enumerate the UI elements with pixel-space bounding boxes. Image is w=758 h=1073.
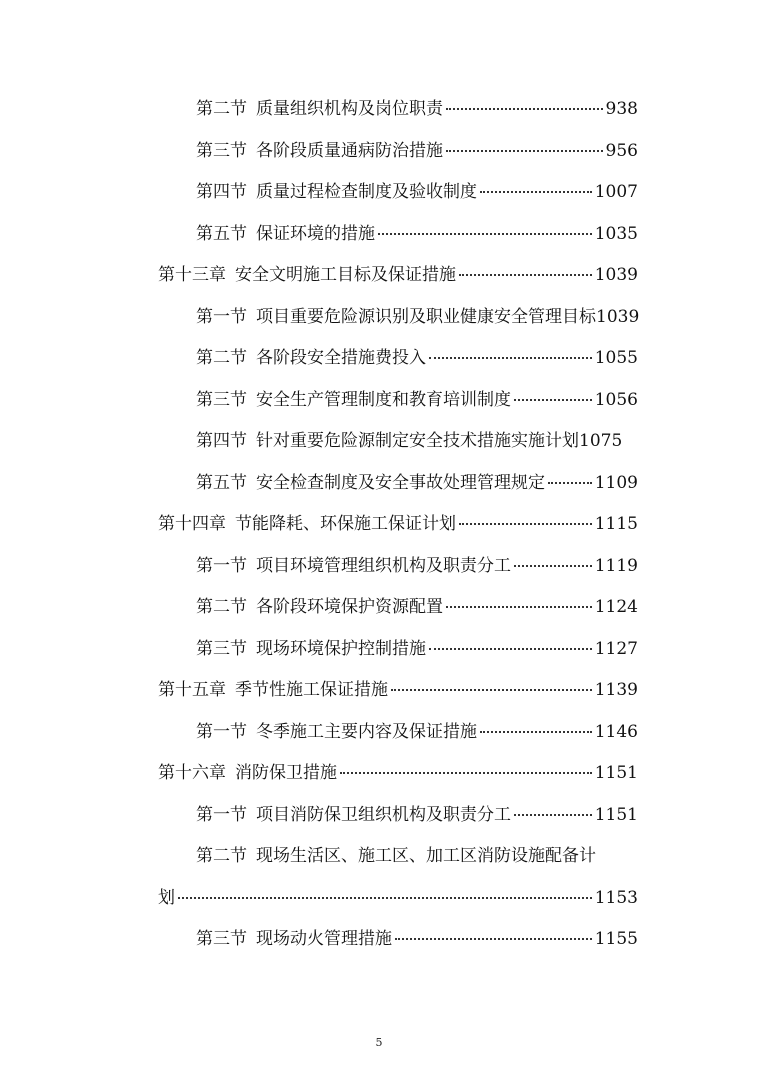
toc-entry-title: 各阶段安全措施费投入: [256, 348, 426, 368]
toc-entry-page: 1127: [594, 639, 638, 659]
toc-entry-number: 第二节: [196, 348, 247, 368]
toc-entry-page: 1109: [594, 473, 638, 493]
toc-entry-number: 第二节: [196, 597, 247, 617]
toc-entry[interactable]: [196, 804, 638, 826]
toc-entry-page: 1007: [594, 182, 638, 202]
toc-entry-title: 项目重要危险源识别及职业健康安全管理目标: [256, 307, 596, 327]
dot-leader: [459, 523, 592, 525]
dot-leader: [446, 150, 603, 152]
toc-chapter-entry[interactable]: [158, 264, 638, 286]
toc-entry-title: 针对重要危险源制定安全技术措施实施计划: [256, 431, 579, 451]
dot-leader: [514, 814, 592, 816]
toc-entry-number: 第四节: [196, 182, 247, 202]
toc-entry-number: 第一节: [196, 805, 247, 825]
toc-entry-page: 1075: [579, 431, 623, 451]
dot-leader: [391, 689, 592, 691]
toc-entry-title: 各阶段环境保护资源配置: [256, 597, 443, 617]
toc-entry-number: 第三节: [196, 929, 247, 949]
toc-entry-number: 第五节: [196, 224, 247, 244]
toc-entry-number: 第一节: [196, 307, 247, 327]
dot-leader: [548, 482, 592, 484]
toc-entry-page: 1151: [594, 763, 638, 783]
toc-chapter-entry[interactable]: [158, 513, 638, 535]
toc-entry-page: 1039: [594, 265, 638, 285]
toc-entry-page: 1115: [594, 514, 638, 534]
toc-chapter-entry[interactable]: [158, 762, 638, 784]
toc-entry-page: 1056: [594, 390, 638, 410]
toc-entry-page: 956: [605, 141, 638, 161]
toc-entry-number: 第三节: [196, 639, 247, 659]
toc-entry-number: 第一节: [196, 556, 247, 576]
toc-entry-number: 第三节: [196, 390, 247, 410]
toc-entry-title: 安全生产管理制度和教育培训制度: [256, 390, 511, 410]
toc-entry-title-continued: 划: [158, 888, 175, 908]
toc-entry-title: 现场生活区、施工区、加工区消防设施配备计: [256, 846, 596, 866]
toc-entry[interactable]: [196, 389, 638, 411]
dot-leader: [459, 274, 592, 276]
toc-entry[interactable]: [196, 140, 638, 162]
toc-entry-page: 1124: [594, 597, 638, 617]
dot-leader: [514, 399, 592, 401]
dot-leader: [429, 648, 592, 650]
toc-entry-title: 项目消防保卫组织机构及职责分工: [256, 805, 511, 825]
dot-leader: [480, 731, 592, 733]
toc-entry-page: 1139: [594, 680, 638, 700]
dot-leader: [429, 357, 592, 359]
toc-entry-number: 第一节: [196, 722, 247, 742]
toc-entry-title: 质量过程检查制度及验收制度: [256, 182, 477, 202]
toc-entry-number: 第三节: [196, 141, 247, 161]
toc-entry-page: 1146: [594, 722, 638, 742]
toc-entry-title: 各阶段质量通病防治措施: [256, 141, 443, 161]
toc-entry-title: 消防保卫措施: [235, 763, 337, 783]
page-number: 5: [375, 1036, 383, 1049]
dot-leader: [340, 772, 592, 774]
toc-entry[interactable]: [196, 98, 638, 120]
toc-entry-title: 保证环境的措施: [256, 224, 375, 244]
toc-entry[interactable]: [196, 430, 660, 452]
toc-entry-number: 第十四章: [158, 514, 226, 534]
dot-leader: [395, 938, 592, 940]
toc-entry-number: 第十五章: [158, 680, 226, 700]
toc-entry[interactable]: [196, 845, 638, 867]
toc-entry[interactable]: [196, 472, 638, 494]
toc-entry-number: 第五节: [196, 473, 247, 493]
toc-entry-page: 938: [605, 99, 638, 119]
toc-entry-page: 1119: [594, 556, 638, 576]
toc-entry[interactable]: [196, 928, 638, 950]
toc-entry[interactable]: [196, 223, 638, 245]
toc-entry[interactable]: [196, 306, 674, 328]
dot-leader: [446, 606, 592, 608]
toc-entry-page: 1153: [594, 888, 638, 908]
dot-leader: [514, 565, 592, 567]
toc-entry-title: 质量组织机构及岗位职责: [256, 99, 443, 119]
toc-entry[interactable]: [196, 555, 638, 577]
toc-entry-number: 第二节: [196, 99, 247, 119]
toc-entry-page: 1055: [594, 348, 638, 368]
toc-entry-number: 第二节: [196, 846, 247, 866]
toc-entry-title: 节能降耗、环保施工保证计划: [235, 514, 456, 534]
toc-entry-title: 安全文明施工目标及保证措施: [235, 265, 456, 285]
toc-entry-page: 1155: [594, 929, 638, 949]
toc-entry-number: 第十六章: [158, 763, 226, 783]
dot-leader: [378, 233, 592, 235]
toc-entry-page: 1039: [596, 307, 640, 327]
toc-chapter-entry[interactable]: [158, 679, 638, 701]
toc-entry-continuation[interactable]: [158, 887, 638, 909]
dot-leader: [446, 108, 603, 110]
dot-leader: [178, 897, 592, 899]
toc-entry-title: 季节性施工保证措施: [235, 680, 388, 700]
toc-entry-title: 安全检查制度及安全事故处理管理规定: [256, 473, 545, 493]
toc-entry[interactable]: [196, 347, 638, 369]
toc-entry-title: 现场动火管理措施: [256, 929, 392, 949]
toc-entry-number: 第十三章: [158, 265, 226, 285]
toc-entry-page: 1035: [594, 224, 638, 244]
toc-entry[interactable]: [196, 721, 638, 743]
toc-entry-title: 现场环境保护控制措施: [256, 639, 426, 659]
toc-entry-title: 项目环境管理组织机构及职责分工: [256, 556, 511, 576]
toc-entry-number: 第四节: [196, 431, 247, 451]
toc-entry-title: 冬季施工主要内容及保证措施: [256, 722, 477, 742]
toc-entry[interactable]: [196, 181, 638, 203]
toc-entry[interactable]: [196, 638, 638, 660]
toc-entry-page: 1151: [594, 805, 638, 825]
toc-entry[interactable]: [196, 596, 638, 618]
dot-leader: [480, 191, 592, 193]
